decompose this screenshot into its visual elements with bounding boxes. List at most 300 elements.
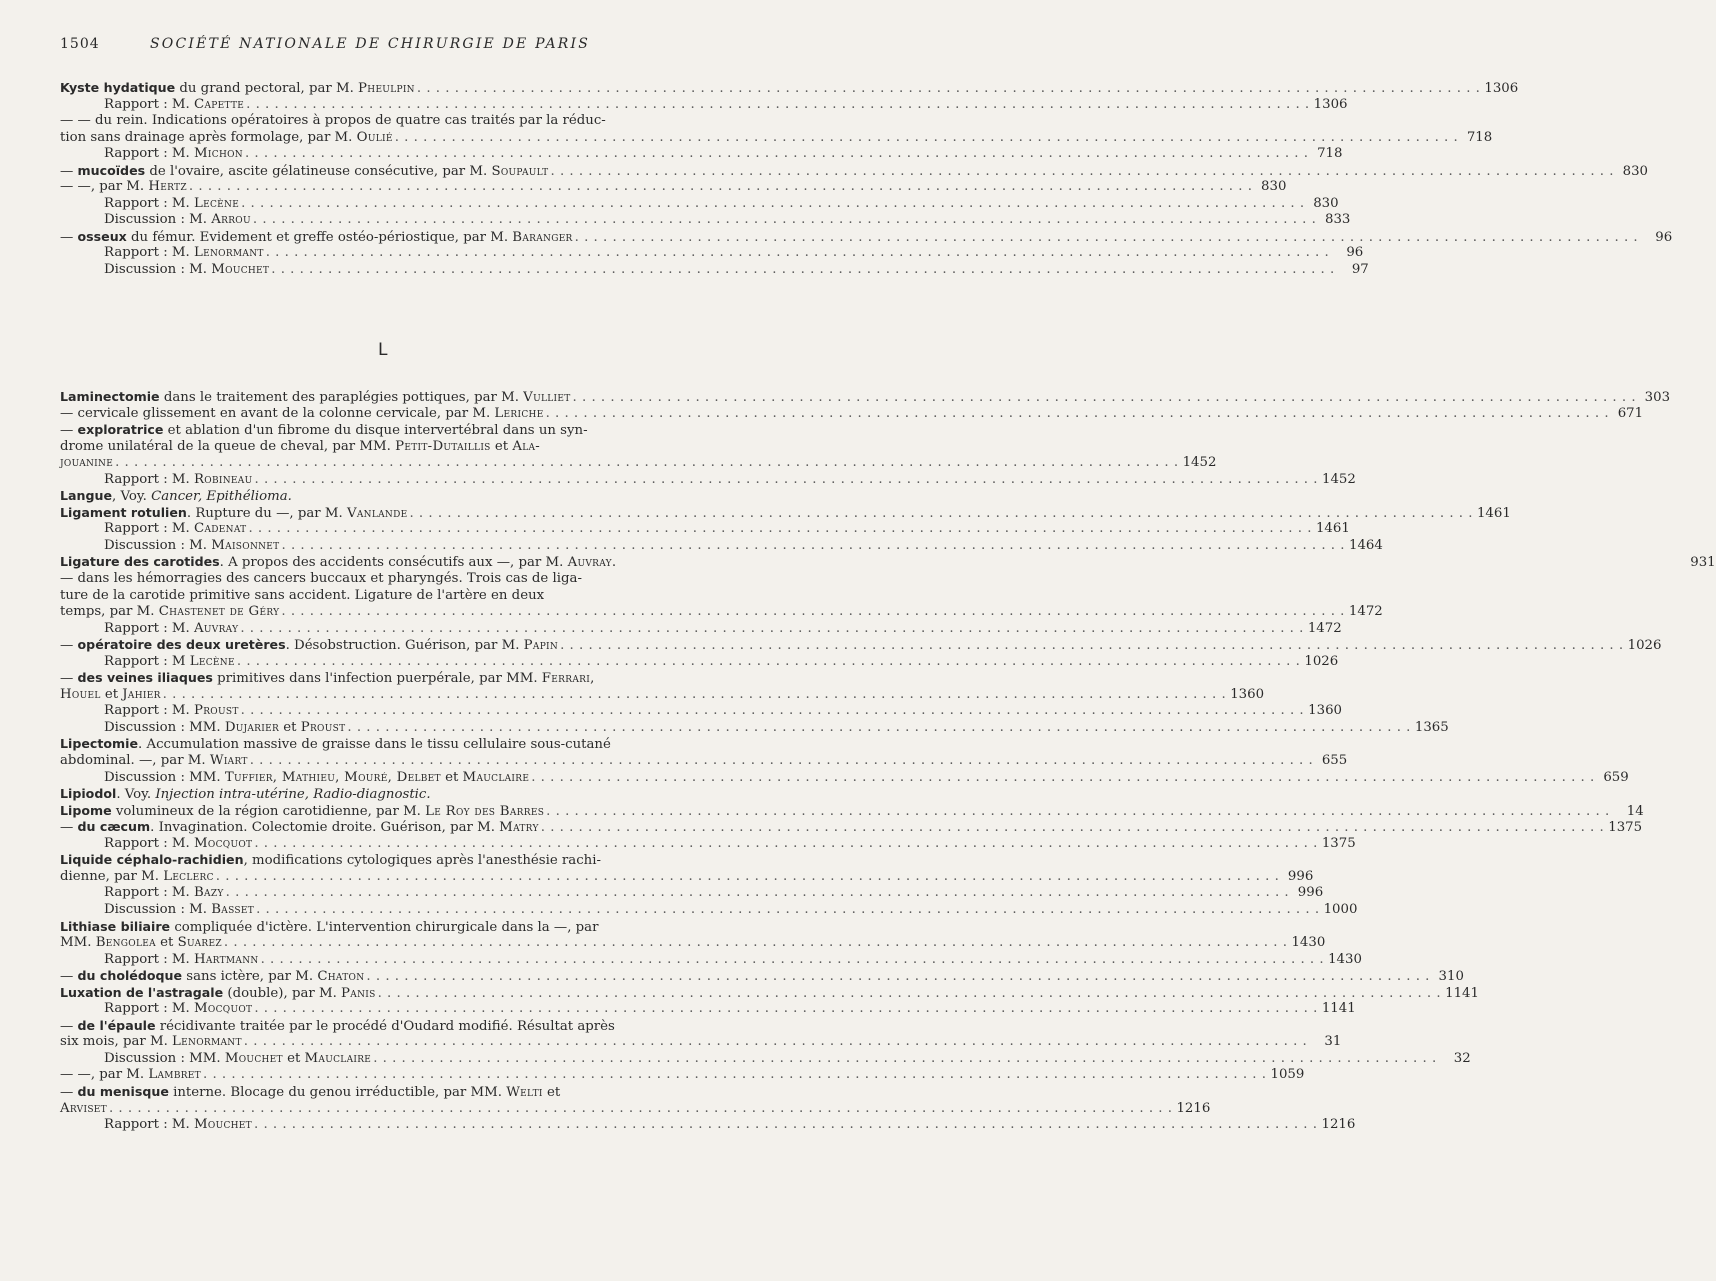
index-line-text [104,1051,371,1068]
page-reference: 718 [1317,146,1343,162]
leader-dots [187,179,1253,196]
text-fragment: — [60,423,78,439]
index-line [60,819,1643,836]
page-reference: 1141 [1445,985,1479,1001]
page-reference: 97 [1351,262,1369,278]
index-line-text [104,836,252,853]
index-line-text [104,720,345,737]
author-name: Chastenet de Géry [158,604,280,620]
text-fragment: et [279,719,301,735]
author-name: Leriche [494,405,544,421]
index-line-text [104,521,246,538]
author-name: Mouchet [193,1117,252,1133]
index-line [60,179,1287,196]
leader-dots [269,262,1335,279]
index-line [60,653,1339,671]
index-line [60,919,710,936]
author-name: Vanlande [346,505,408,521]
text-fragment: dienne, par M. [60,868,164,884]
text-fragment: temps, par M. [60,604,159,620]
author-name: Lecène [193,195,240,211]
index-line-text [60,422,588,440]
page-reference: 1360 [1308,703,1342,719]
text-fragment: et [282,1050,305,1066]
author-name: Panis [341,985,376,1001]
text-fragment: — [60,969,78,985]
index-line [60,686,1265,704]
author-name: Suarez [177,935,222,951]
text-fragment: (double), par M. [223,985,342,1001]
leader-dots [345,720,1411,737]
page-reference: 1375 [1608,820,1643,836]
text-fragment: et [440,769,463,785]
text-fragment: Discussion : M. [104,537,212,553]
index-line-text [60,935,222,952]
index-line-text [104,1001,252,1018]
text-fragment: Rapport : M. [104,245,194,261]
leader-dots [239,196,1305,213]
index-line [60,901,1358,919]
index-line-text [60,554,616,572]
index-line-text [60,637,558,655]
text-fragment: — [60,820,78,836]
text-fragment: six mois, par M. [60,1034,173,1050]
index-line [60,637,1662,654]
author-name: Robineau [193,471,253,487]
index-line-text [60,869,214,886]
text-fragment: Rapport : M [104,653,190,669]
index-line-text [60,571,582,588]
author-name: Bazy [193,885,224,901]
index-line [60,504,1511,522]
index-line [60,571,710,588]
index-line [60,885,1324,902]
text-fragment: Rapport : M. [104,1001,194,1017]
author-name: Mouchet [211,262,270,278]
author-name: Lecène [189,653,235,669]
author-name: Lenormant [172,1034,242,1050]
index-line [60,195,1339,213]
index-line [60,670,710,687]
page-reference: 655 [1321,753,1348,769]
text-fragment: Rapport : M. [104,951,194,967]
index-line [60,753,1348,770]
index-line [60,212,1351,229]
index-line-text [60,229,573,247]
author-name: Oulié [356,129,393,145]
author-name: Petit-Dutaillis [395,438,491,454]
text-fragment: du fémur. Evidement et greffe ostéo-périostique, par M. [126,229,513,245]
page-reference: 718 [1466,129,1493,145]
text-fragment: tion sans drainage après formolage, par M. [60,129,357,145]
index-line-text [60,179,187,196]
leader-dots [371,1051,1437,1068]
leader-dots [242,1034,1308,1051]
index-line-text [104,703,239,720]
keyword: Lipome [60,802,112,818]
page-reference: 1430 [1328,951,1362,967]
index-line [60,984,1479,1002]
keyword: du cæcum [77,819,151,835]
keyword: Kyste hydatique [60,80,176,95]
text-fragment: récidivante traitée par le procédé d'Oudard modifié. Résultat après [155,1018,615,1034]
index-line-text [60,488,292,506]
index-line-text [60,1067,201,1084]
page-reference: 671 [1617,405,1644,421]
text-fragment: Rapport : M. [104,703,194,719]
index-line [60,703,1342,720]
leader-dots [239,703,1305,720]
keyword: Lipiodol [60,786,117,802]
index-line [60,129,1493,147]
text-fragment: , Voy. [112,489,152,505]
text-fragment: sans ictère, par M. [182,969,318,985]
text-fragment: Rapport : M. [104,146,194,162]
text-fragment: et ablation d'un fibrome du disque intervertébral dans un syn- [163,423,588,439]
text-fragment: — [60,638,78,654]
author-name: Jahier [122,686,161,702]
index-line-text [104,621,238,638]
leader-dots [222,935,1288,952]
index-line-text [104,245,264,262]
page-reference: 96 [1655,229,1673,245]
author-name: Mouchet [224,1050,283,1066]
leader-dots [364,969,1430,986]
text-fragment: Rapport : M. [104,835,194,851]
index-line-text [60,80,415,98]
index-line [60,422,710,439]
author-name: jouanine [60,455,114,471]
index-line [60,968,1464,985]
index-line-text [104,885,224,902]
index-line [60,835,1356,853]
index-line-text [104,654,235,671]
keyword: Langue [60,488,113,504]
leader-dots [246,521,1312,538]
leader-dots [243,146,1309,163]
text-fragment: , [590,671,595,687]
index-line [60,162,1648,180]
page-reference: 1430 [1291,935,1326,951]
author-name: Proust [300,719,346,735]
page-reference: 1141 [1321,1001,1356,1017]
author-name: Welti [506,1084,543,1100]
index-line-text [60,604,279,621]
leader-dots [107,1101,1173,1118]
author-name: Ferrari [541,671,591,687]
index-line-text [60,985,376,1003]
leader-dots [244,97,1310,114]
text-fragment: interne. Blocage du genou irréductible, par MM. [168,1084,507,1100]
page-reference: 996 [1287,868,1314,884]
author-name: Dujarier [224,719,280,735]
index-line [60,1050,1471,1068]
running-title: SOCIÉTÉ NATIONALE DE CHIRURGIE DE PARIS [150,36,591,52]
index-line-text [60,406,544,423]
page-reference: 1026 [1627,638,1662,654]
author-name: Cadenat [193,521,247,537]
page-reference: 310 [1438,969,1464,985]
leader-dots [238,621,1304,638]
text-fragment: Rapport : M. [104,1117,194,1133]
leader-dots [548,164,1614,181]
index-line-text [104,212,251,229]
index-line [60,405,1644,423]
author-name: Tuffier, Mathieu, Mouré, Delbet [224,769,441,785]
leader-dots [279,538,1345,555]
index-line [60,852,710,869]
index-section-k [60,80,1673,279]
index-line-text [60,736,611,754]
author-name: Chaton [317,969,365,985]
text-fragment: compliquée d'ictère. L'intervention chirurgicale dans la —, par [170,919,599,935]
author-name: Papin [523,638,559,654]
index-line [60,1100,1211,1118]
author-name: Matry [499,820,539,836]
page-reference: 830 [1622,163,1648,179]
page-reference: 1026 [1304,653,1339,669]
index-line-text [60,505,407,523]
index-line-text [104,902,254,919]
index-line [60,786,710,803]
leader-dots [224,885,1290,902]
author-name: Michon [193,146,243,162]
text-fragment: . A propos des accidents consécutifs aux —, par M. [219,555,568,571]
index-line [60,769,1629,787]
index-line-text [104,952,259,969]
author-name: Leclerc [163,868,214,884]
index-line-text [60,819,539,837]
author-name: Arviset [60,1100,107,1116]
page-reference: 303 [1644,390,1671,405]
index-line-text [60,389,571,407]
index-line [60,96,1348,114]
leader-dots [279,604,1345,621]
index-line-text [60,670,594,688]
text-fragment: . Désobstruction. Guérison, par M. [285,638,524,654]
page-reference: 1472 [1307,620,1342,636]
index-line [60,1067,1305,1084]
page-reference: 1306 [1484,81,1519,96]
text-fragment: Rapport : M. [104,195,194,211]
index-line [60,389,1671,406]
text-fragment: de l'ovaire, ascite gélatineuse consécutive, par M. [145,163,492,179]
text-fragment: et [542,1084,561,1100]
text-fragment: du grand pectoral, par M. [175,81,359,96]
text-fragment: Rapport : M. [104,885,194,901]
index-line-text [104,262,269,279]
text-fragment: . Accumulation massive de graisse dans le tissu cellulaire sous-cutané [138,737,611,753]
text-fragment: — [60,671,78,687]
text-fragment: dans le traitement des paraplégies pottiques, par M. [159,390,524,405]
index-line-text [60,786,431,804]
leader-dots [544,406,1610,423]
text-fragment: , modifications cytologiques après l'anesthésie rachi- [243,853,601,869]
author-name: Le Roy des Barres [425,803,545,819]
author-name: Pheulpin [358,81,415,96]
keyword: Ligament rotulien [60,504,187,520]
text-fragment: Rapport : M. [104,620,194,636]
index-line [60,146,1343,163]
page-reference: 1360 [1230,686,1265,702]
index-line [60,802,1644,820]
page-reference: 1452 [1322,471,1356,487]
cross-reference: Cancer, Epithélioma. [151,489,292,505]
leader-dots [251,212,1317,229]
author-name: Houel [60,686,101,702]
page-reference: 1461 [1315,521,1350,537]
index-line [60,80,1519,97]
index-line [60,439,710,456]
index-line [60,113,710,130]
leader-dots [393,130,1459,147]
text-fragment: — [60,1084,78,1100]
author-name: Vulliet [523,390,571,405]
author-name: Lambret [148,1067,201,1083]
index-line-text [60,803,544,821]
text-fragment: . Invagination. Colectomie droite. Guérison, par M. [150,820,500,836]
leader-dots [113,455,1179,472]
index-line [60,262,1369,279]
page-reference: 32 [1453,1050,1471,1066]
keyword: Liquide céphalo-rachidien [60,852,244,868]
cross-reference: Injection intra-utérine, Radio-diagnostic. [155,787,431,803]
index-line-text [104,770,529,787]
page-reference: 1464 [1349,537,1383,553]
index-line-text [60,1034,242,1051]
index-line [60,1084,710,1101]
index-line [60,521,1350,538]
text-fragment: Rapport : M. [104,96,194,112]
page-reference: 96 [1346,245,1364,261]
leader-dots [201,1067,1267,1084]
index-line [60,554,1716,571]
index-line [60,1018,710,1035]
index-line-text [60,588,544,605]
text-fragment: et [490,438,513,454]
text-fragment: et [155,935,178,951]
author-name: Lenormant [193,245,264,261]
index-line-text [60,113,606,130]
text-fragment: . Voy. [116,787,156,803]
leader-dots [252,1001,1318,1018]
author-name: Auvray [567,555,612,571]
author-name: Capette [193,96,245,112]
author-name: Mocquot [193,835,253,851]
keyword: Ligature des carotides [60,554,220,570]
keyword: exploratrice [77,422,164,438]
text-fragment: . [611,555,617,571]
keyword: opératoire des deux uretères [77,637,286,653]
text-fragment: . Rupture du —, par M. [186,505,347,521]
index-line [60,604,1383,621]
author-name: Baranger [512,229,573,245]
index-line [60,488,710,505]
author-name: Mocquot [193,1001,253,1017]
text-fragment: Discussion : M. [104,901,212,917]
page-reference: 1461 [1476,505,1511,521]
index-line [60,471,1356,489]
keyword: mucoïdes [77,162,146,178]
text-fragment: abdominal. —, par M. [60,753,210,769]
index-line-text [104,1117,252,1134]
page-reference: 1059 [1270,1067,1305,1083]
leader-dots [529,770,1595,787]
index-line [60,951,1362,969]
keyword: du menisque [77,1083,169,1099]
index-line [60,1117,1356,1134]
leader-dots [254,902,1320,919]
page-header [60,36,710,56]
page-reference: 1216 [1321,1117,1356,1133]
page-reference: 830 [1261,179,1287,195]
page-reference: 1375 [1321,835,1356,851]
index-line-text [60,1018,615,1036]
page-reference: 833 [1324,212,1351,228]
leader-dots [539,820,1605,837]
page-reference: 1216 [1176,1100,1211,1116]
text-fragment: ture de la carotide primitive sans accident. Ligature de l'artère en deux [60,587,545,603]
leader-dots [376,986,1442,1003]
text-fragment: Rapport : M. [104,521,194,537]
page-reference: 14 [1626,803,1644,819]
text-fragment: drome unilatéral de la queue de cheval, par MM. [60,438,396,454]
author-name: Arrou [211,212,251,228]
leader-dots [252,836,1318,853]
index-line-text [60,852,601,870]
leader-dots [214,869,1280,886]
index-line-text [104,97,244,114]
page-reference: 31 [1324,1034,1342,1050]
index-line-text [60,1101,107,1118]
index-line-text [60,919,598,937]
text-fragment: Discussion : MM. [104,719,225,735]
keyword: de l'épaule [77,1017,156,1033]
page-number: 1504 [60,36,100,52]
author-name: Mauclaire [304,1050,372,1066]
author-name: Hartmann [193,951,259,967]
index-line-text [60,163,548,181]
text-fragment: Discussion : MM. [104,1050,225,1066]
index-line-text [104,146,243,163]
text-fragment: — —, par M. [60,1067,149,1083]
index-section-l [60,389,1716,1134]
text-fragment: — dans les hémorragies des cancers buccaux et pharyngés. Trois cas de liga- [60,571,582,587]
index-line [60,736,710,753]
index-line-text [60,1084,560,1102]
leader-dots [571,390,1637,407]
page-reference: 1365 [1414,719,1449,735]
text-fragment: — [60,229,78,245]
index-line [60,719,1449,737]
leader-dots [248,753,1314,770]
leader-dots [415,81,1481,98]
leader-dots [252,1117,1318,1134]
index-line [60,588,710,605]
text-fragment: Rapport : M. [104,471,194,487]
index-line-text [104,472,252,489]
index-line [60,620,1342,638]
text-fragment: primitives dans l'infection puerpérale, par MM. [212,671,542,687]
author-name: Bengolea [95,935,156,951]
text-fragment: — [60,1018,78,1034]
author-name: Proust [193,703,239,719]
index-line-text [60,130,393,147]
leader-dots [264,245,1330,262]
index-line [60,228,1673,246]
author-name: Ala- [512,438,541,454]
keyword: Luxation de l'astragale [60,984,224,1000]
